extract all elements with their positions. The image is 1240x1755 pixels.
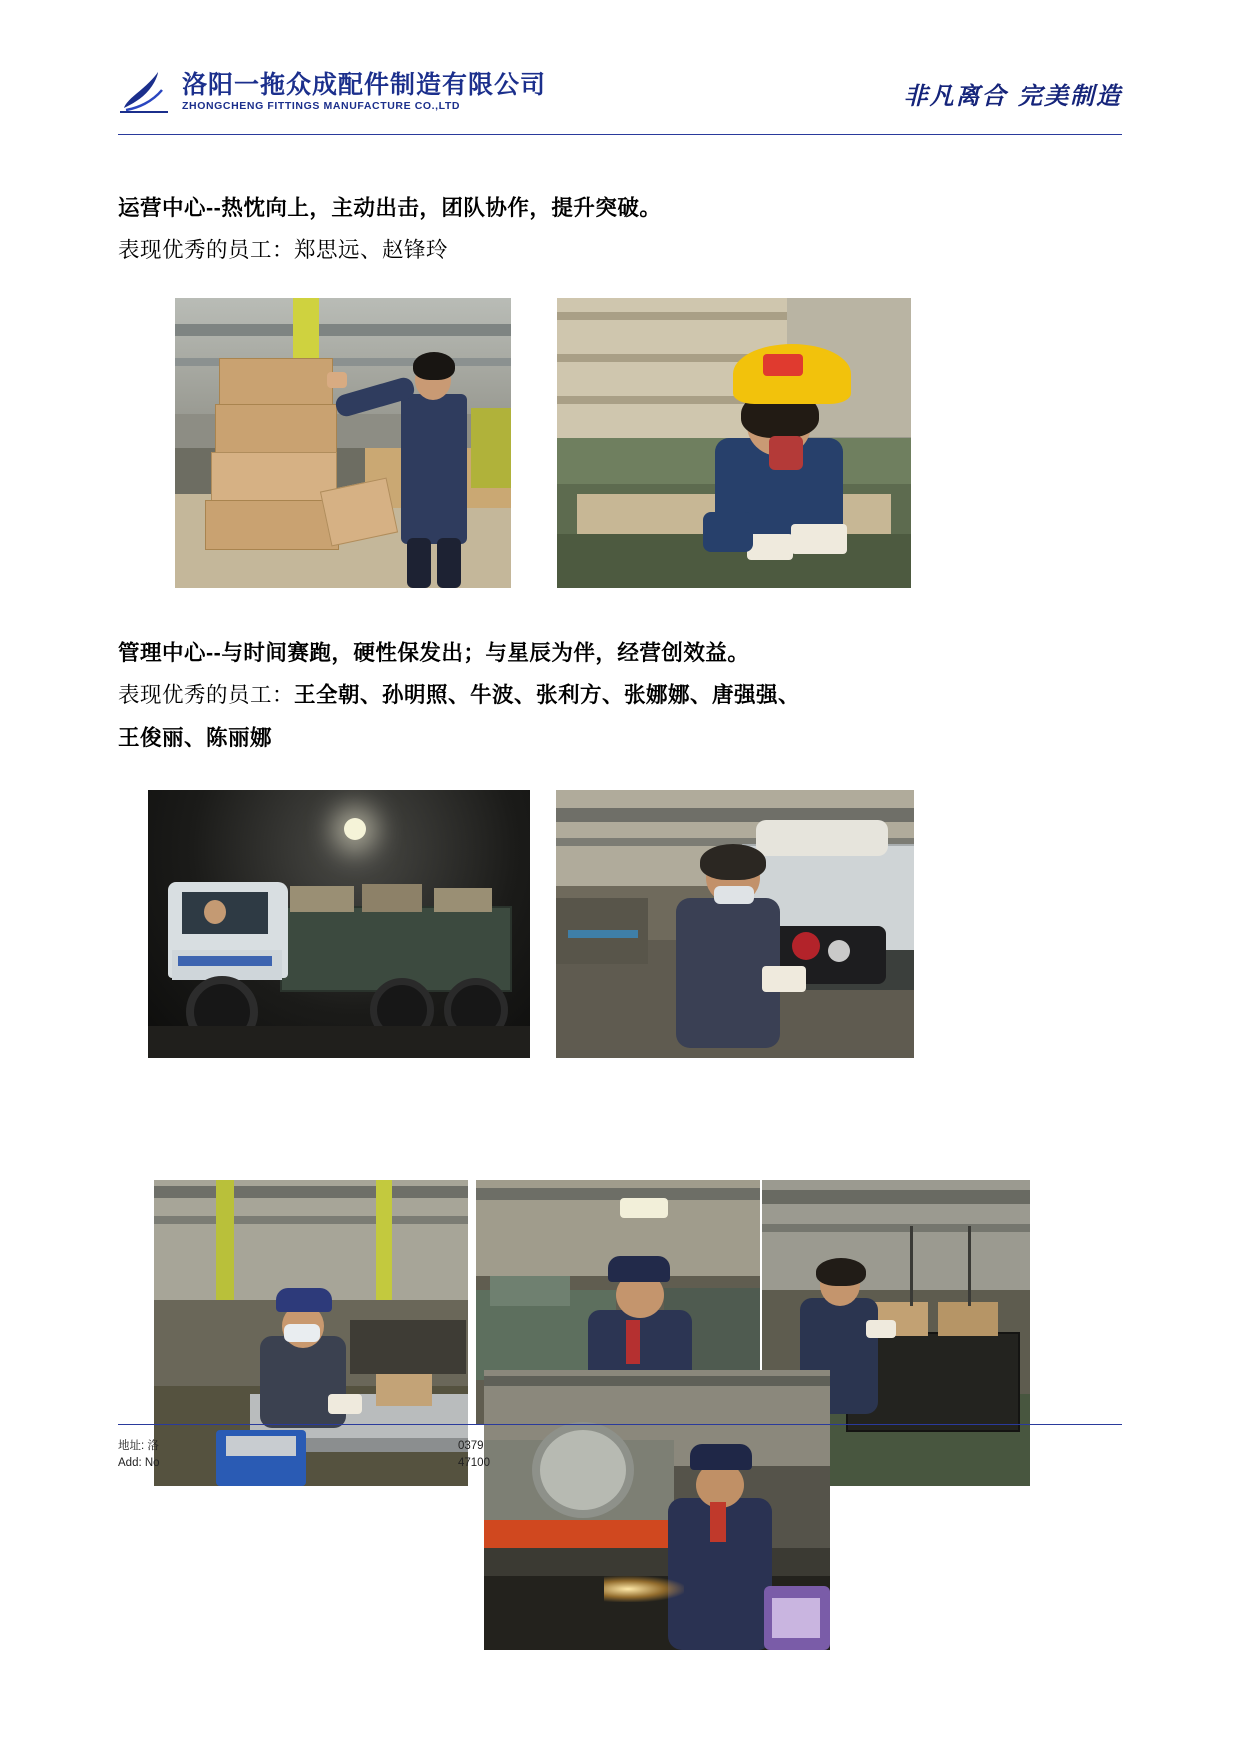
section-management-subtitle-line2: [118, 721, 1128, 755]
section-management-subtitle-label: 表现优秀的员工：: [118, 683, 295, 708]
section-management-subtitle-line1: [118, 678, 1128, 712]
photo-management-2: [556, 790, 914, 1058]
section-operations-title: [118, 192, 1128, 225]
section-management-names-line2: 王俊丽、陈丽娜: [118, 725, 273, 750]
header-divider: [118, 134, 1122, 135]
section-operations: [118, 192, 1128, 268]
company-name-en: ZHONGCHENG FITTINGS MANUFACTURE CO.,LTD: [182, 99, 461, 112]
section-management-title-body: --与时间赛跑，硬性保发出；与星辰为伴，经营创效益。: [206, 641, 750, 665]
footer-zip: 47100: [458, 1457, 490, 1470]
section-management-title: [118, 637, 1128, 670]
page-footer: [118, 1438, 1122, 1473]
photo-operations-1: [175, 298, 511, 588]
section-operations-subtitle: [118, 233, 1128, 267]
swoosh-logo-icon: [118, 68, 172, 116]
section-management-title-prefix: 管理中心: [118, 641, 207, 665]
photo-operations-2: [557, 298, 911, 588]
footer-tel: 0379: [458, 1440, 484, 1452]
section-management: [118, 637, 1128, 755]
company-name-cn: 洛阳一拖众成配件制造有限公司: [182, 71, 547, 100]
section-management-names-line1: 王全朝、孙明照、牛波、张利方、张娜娜、唐强强、: [294, 683, 801, 708]
footer-divider: [118, 1424, 1122, 1425]
section-operations-subtitle-label: 表现优秀的员工：: [118, 238, 295, 263]
footer-address-en-label: Add: No: [118, 1457, 160, 1470]
section-operations-title-prefix: 运营中心: [118, 196, 207, 220]
company-logo: [118, 68, 546, 116]
section-operations-names: 郑思远、赵锋玲: [294, 238, 449, 263]
footer-contact: [458, 1438, 490, 1473]
photo-management-1: [148, 790, 530, 1058]
page-header: [118, 66, 1122, 134]
footer-address-cn: [118, 1438, 1122, 1455]
footer-address-cn-label: 地址:: [118, 1440, 145, 1452]
footer-address-en: [118, 1455, 1122, 1472]
company-slogan: 非凡离合 完美制造: [903, 81, 1122, 110]
section-operations-title-body: --热忱向上，主动出击，团队协作，提升突破。: [206, 196, 662, 220]
photo-workshop-4: [484, 1370, 830, 1650]
footer-address-cn-value: 洛: [147, 1440, 159, 1452]
company-name-block: [182, 72, 546, 111]
